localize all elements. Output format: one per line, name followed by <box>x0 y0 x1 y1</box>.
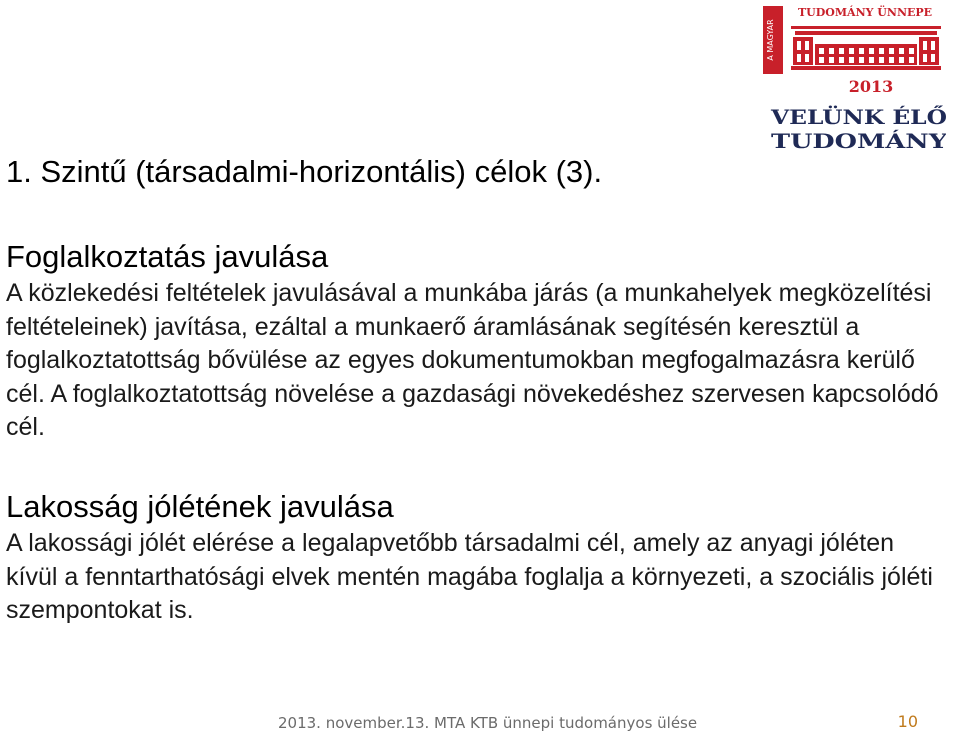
logo-line2: TUDOMÁNY <box>771 129 946 153</box>
page-number: 10 <box>897 712 918 731</box>
slide-title: 1. Szintű (társadalmi-horizontális) célok (3). <box>6 154 603 189</box>
logo-line1: VELÜNK ÉLŐ <box>771 105 922 129</box>
logo-side-text: A MAGYAR <box>766 19 775 61</box>
footer-text: 2013. november.13. MTA KTB ünnepi tudományos ülése <box>278 714 698 732</box>
building-icon <box>791 26 941 70</box>
logo-top-text: TUDOMÁNY ÜNNEPE <box>797 6 933 19</box>
section-body: A közlekedési feltételek javulásával a munkába járás (a munkahelyek megközelítési feltételeinek) javítása, ezáltal a munkaerő áramlásának segítésén keresztül a foglalkoztatottság bővülése az egyes dokumentumokban megfogalmazásra kerülő cél. A foglalkoztatottság növelése a gazdasági növekedéshez szervesen kapcsolódó cél. <box>6 279 939 442</box>
section-welfare <box>6 487 946 628</box>
section-heading: Foglalkoztatás javulása <box>6 239 329 274</box>
logo <box>761 4 946 154</box>
logo-graphic <box>761 4 946 154</box>
section-body: A lakossági jólét elérése a legalapvetőbb társadalmi cél, amely az anyagi jóléten kívül a fenntarthatósági elvek mentén magába foglalja a környezeti, a szociális jóléti szempontokat is. <box>6 529 933 625</box>
footer <box>0 714 960 734</box>
section-employment <box>6 237 946 445</box>
logo-year: 2013 <box>848 77 894 96</box>
section-heading: Lakosság jólétének javulása <box>6 489 394 524</box>
